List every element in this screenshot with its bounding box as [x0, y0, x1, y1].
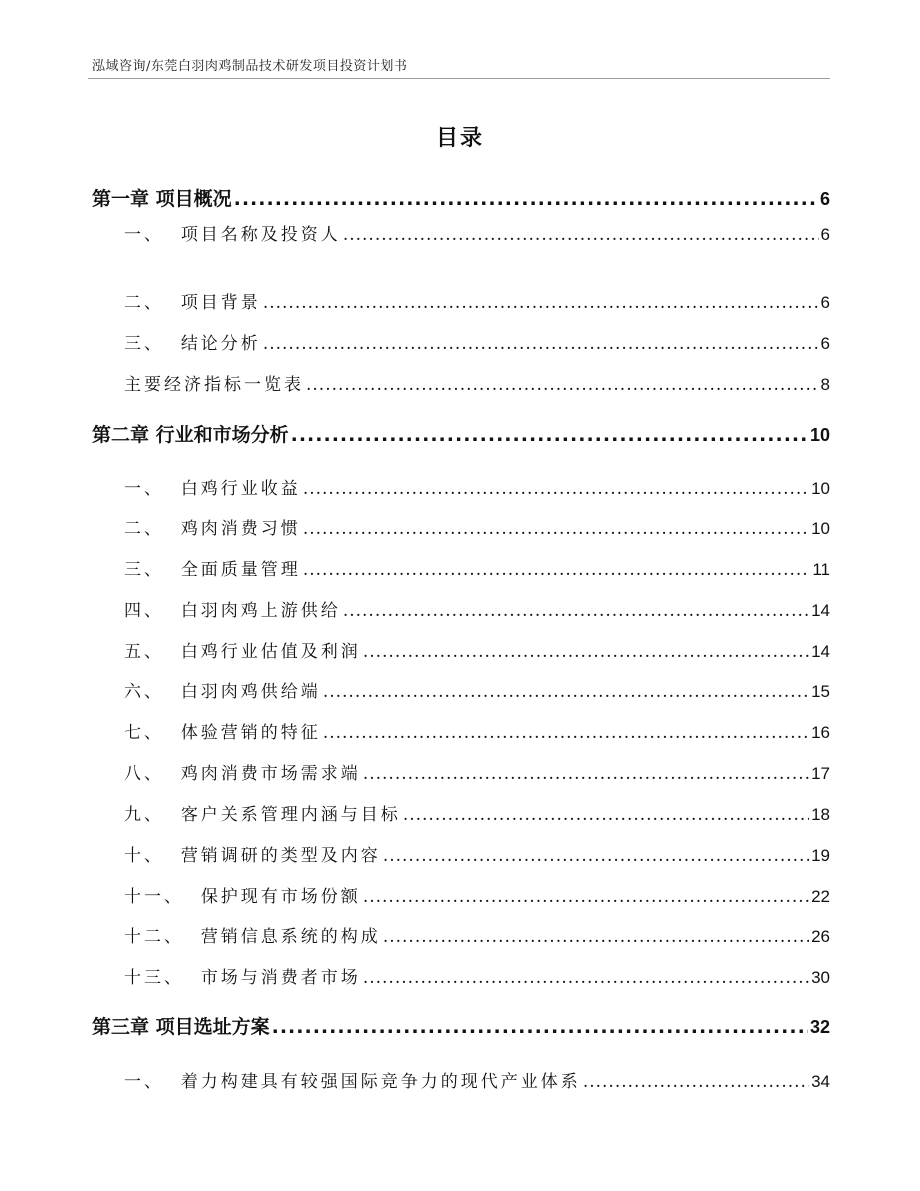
toc-leader: [234, 188, 818, 210]
toc-leader: [383, 927, 809, 947]
toc-section-label: 全面质量管理: [180, 560, 301, 580]
toc-page-number: 10: [811, 519, 830, 538]
toc-section-number: 三、: [124, 334, 164, 354]
toc-section-number: 一、: [124, 1072, 164, 1092]
toc-leader: [363, 764, 809, 784]
toc-page-number: 17: [811, 764, 830, 783]
toc-page-number: 14: [811, 642, 830, 661]
toc-section-label: 鸡肉消费市场需求端: [180, 764, 361, 784]
toc-chapter-1[interactable]: [92, 184, 830, 211]
running-header: 泓域咨询/东莞白羽肉鸡制品技术研发项目投资计划书: [92, 59, 408, 74]
toc-section-number: 一、: [124, 479, 164, 499]
toc-section-label: 项目名称及投资人: [180, 225, 341, 245]
toc-leader: [323, 723, 809, 743]
toc-section[interactable]: [124, 759, 830, 784]
toc-section-number: 九、: [124, 805, 164, 825]
header-divider: [88, 78, 830, 79]
toc-leader: [403, 805, 809, 825]
toc-chapter-3[interactable]: [92, 1012, 830, 1039]
toc-page-number: 6: [819, 189, 830, 209]
toc-page-number: 19: [811, 846, 830, 865]
toc-leader: [343, 225, 819, 245]
toc-page-number: 6: [820, 334, 830, 353]
toc-page-number: 6: [820, 225, 830, 244]
toc-leader: [363, 887, 809, 907]
toc-section-number: 二、: [124, 519, 164, 539]
toc-section-label: 保护现有市场份额: [200, 887, 361, 907]
toc-leader: [343, 601, 809, 621]
toc-section-label: 结论分析: [180, 334, 261, 354]
toc-page-number: 11: [812, 560, 830, 579]
toc-section[interactable]: [124, 288, 830, 313]
toc-page-number: 15: [811, 682, 830, 701]
toc-section[interactable]: [124, 514, 830, 539]
toc-section-label: 体验营销的特征: [180, 723, 321, 743]
toc-section[interactable]: [124, 637, 830, 662]
toc-section-number: 三、: [124, 560, 164, 580]
toc-section-label: 营销信息系统的构成: [200, 927, 381, 947]
toc-section-label: 营销调研的类型及内容: [180, 846, 381, 866]
toc-section[interactable]: [124, 963, 830, 988]
toc-page-number: 14: [811, 601, 830, 620]
toc-section[interactable]: [124, 329, 830, 354]
toc-section-label: 白鸡行业收益: [180, 479, 301, 499]
toc-page-number: 16: [811, 723, 830, 742]
toc-leader: [263, 293, 819, 313]
toc-section-label: 主要经济指标一览表: [124, 375, 304, 395]
toc-page-number: 22: [811, 887, 830, 906]
toc-section-number: 四、: [124, 601, 164, 621]
toc-page-number: 6: [820, 293, 830, 312]
toc-section[interactable]: [124, 555, 830, 580]
toc-page-number: 10: [809, 425, 830, 445]
toc-chapter-label: 第三章 项目选址方案: [92, 1016, 270, 1038]
toc-leader: [272, 1016, 808, 1038]
toc-page-number: 34: [811, 1072, 830, 1091]
toc-section-label: 项目背景: [180, 293, 261, 313]
toc-section[interactable]: [124, 474, 830, 499]
toc-leader: [303, 519, 809, 539]
toc-section[interactable]: [124, 922, 830, 947]
toc-section[interactable]: [124, 220, 830, 245]
toc-page-number: 32: [809, 1017, 830, 1037]
toc-leader: [323, 682, 809, 702]
toc-page-number: 18: [811, 805, 830, 824]
toc-section-label: 客户关系管理内涵与目标: [180, 805, 401, 825]
toc-leader: [583, 1072, 809, 1092]
toc-section-label: 白鸡行业估值及利润: [180, 642, 361, 662]
toc-section-label: 市场与消费者市场: [200, 968, 361, 988]
toc-leader: [291, 424, 808, 446]
toc-page-number: 26: [811, 927, 830, 946]
toc-section-label: 白羽肉鸡上游供给: [180, 601, 341, 621]
toc-section[interactable]: [124, 370, 830, 395]
toc-section-number: 七、: [124, 723, 164, 743]
toc-section-number: 八、: [124, 764, 164, 784]
toc-section-number: 十二、: [124, 927, 184, 947]
toc-title: 目录: [435, 126, 484, 151]
toc-leader: [303, 560, 811, 580]
toc-chapter-label: 第二章 行业和市场分析: [92, 424, 289, 446]
toc-chapter-2[interactable]: [92, 420, 830, 447]
toc-leader: [383, 846, 809, 866]
toc-section[interactable]: [124, 596, 830, 621]
toc-section-label: 着力构建具有较强国际竞争力的现代产业体系: [180, 1072, 581, 1092]
toc-leader: [363, 642, 809, 662]
toc-section-number: 十三、: [124, 968, 184, 988]
toc-section-label: 白羽肉鸡供给端: [180, 682, 321, 702]
toc-page-number: 30: [811, 968, 830, 987]
toc-section-number: 一、: [124, 225, 164, 245]
toc-section[interactable]: [124, 1067, 830, 1092]
toc-section[interactable]: [124, 677, 830, 702]
toc-section-number: 二、: [124, 293, 164, 313]
toc-section-label: 鸡肉消费习惯: [180, 519, 301, 539]
toc-section-number: 五、: [124, 642, 164, 662]
toc-chapter-label: 第一章 项目概况: [92, 188, 232, 210]
toc-section-number: 六、: [124, 682, 164, 702]
toc-page-number: 10: [811, 479, 830, 498]
toc-section[interactable]: [124, 718, 830, 743]
toc-leader: [363, 968, 809, 988]
toc-leader: [303, 479, 809, 499]
toc-section[interactable]: [124, 841, 830, 866]
toc-leader: [263, 334, 819, 354]
toc-section[interactable]: [124, 800, 830, 825]
toc-page-number: 8: [820, 375, 830, 394]
toc-section[interactable]: [124, 882, 830, 907]
toc-section-number: 十、: [124, 846, 164, 866]
toc-leader: [306, 375, 819, 395]
toc-section-number: 十一、: [124, 887, 184, 907]
